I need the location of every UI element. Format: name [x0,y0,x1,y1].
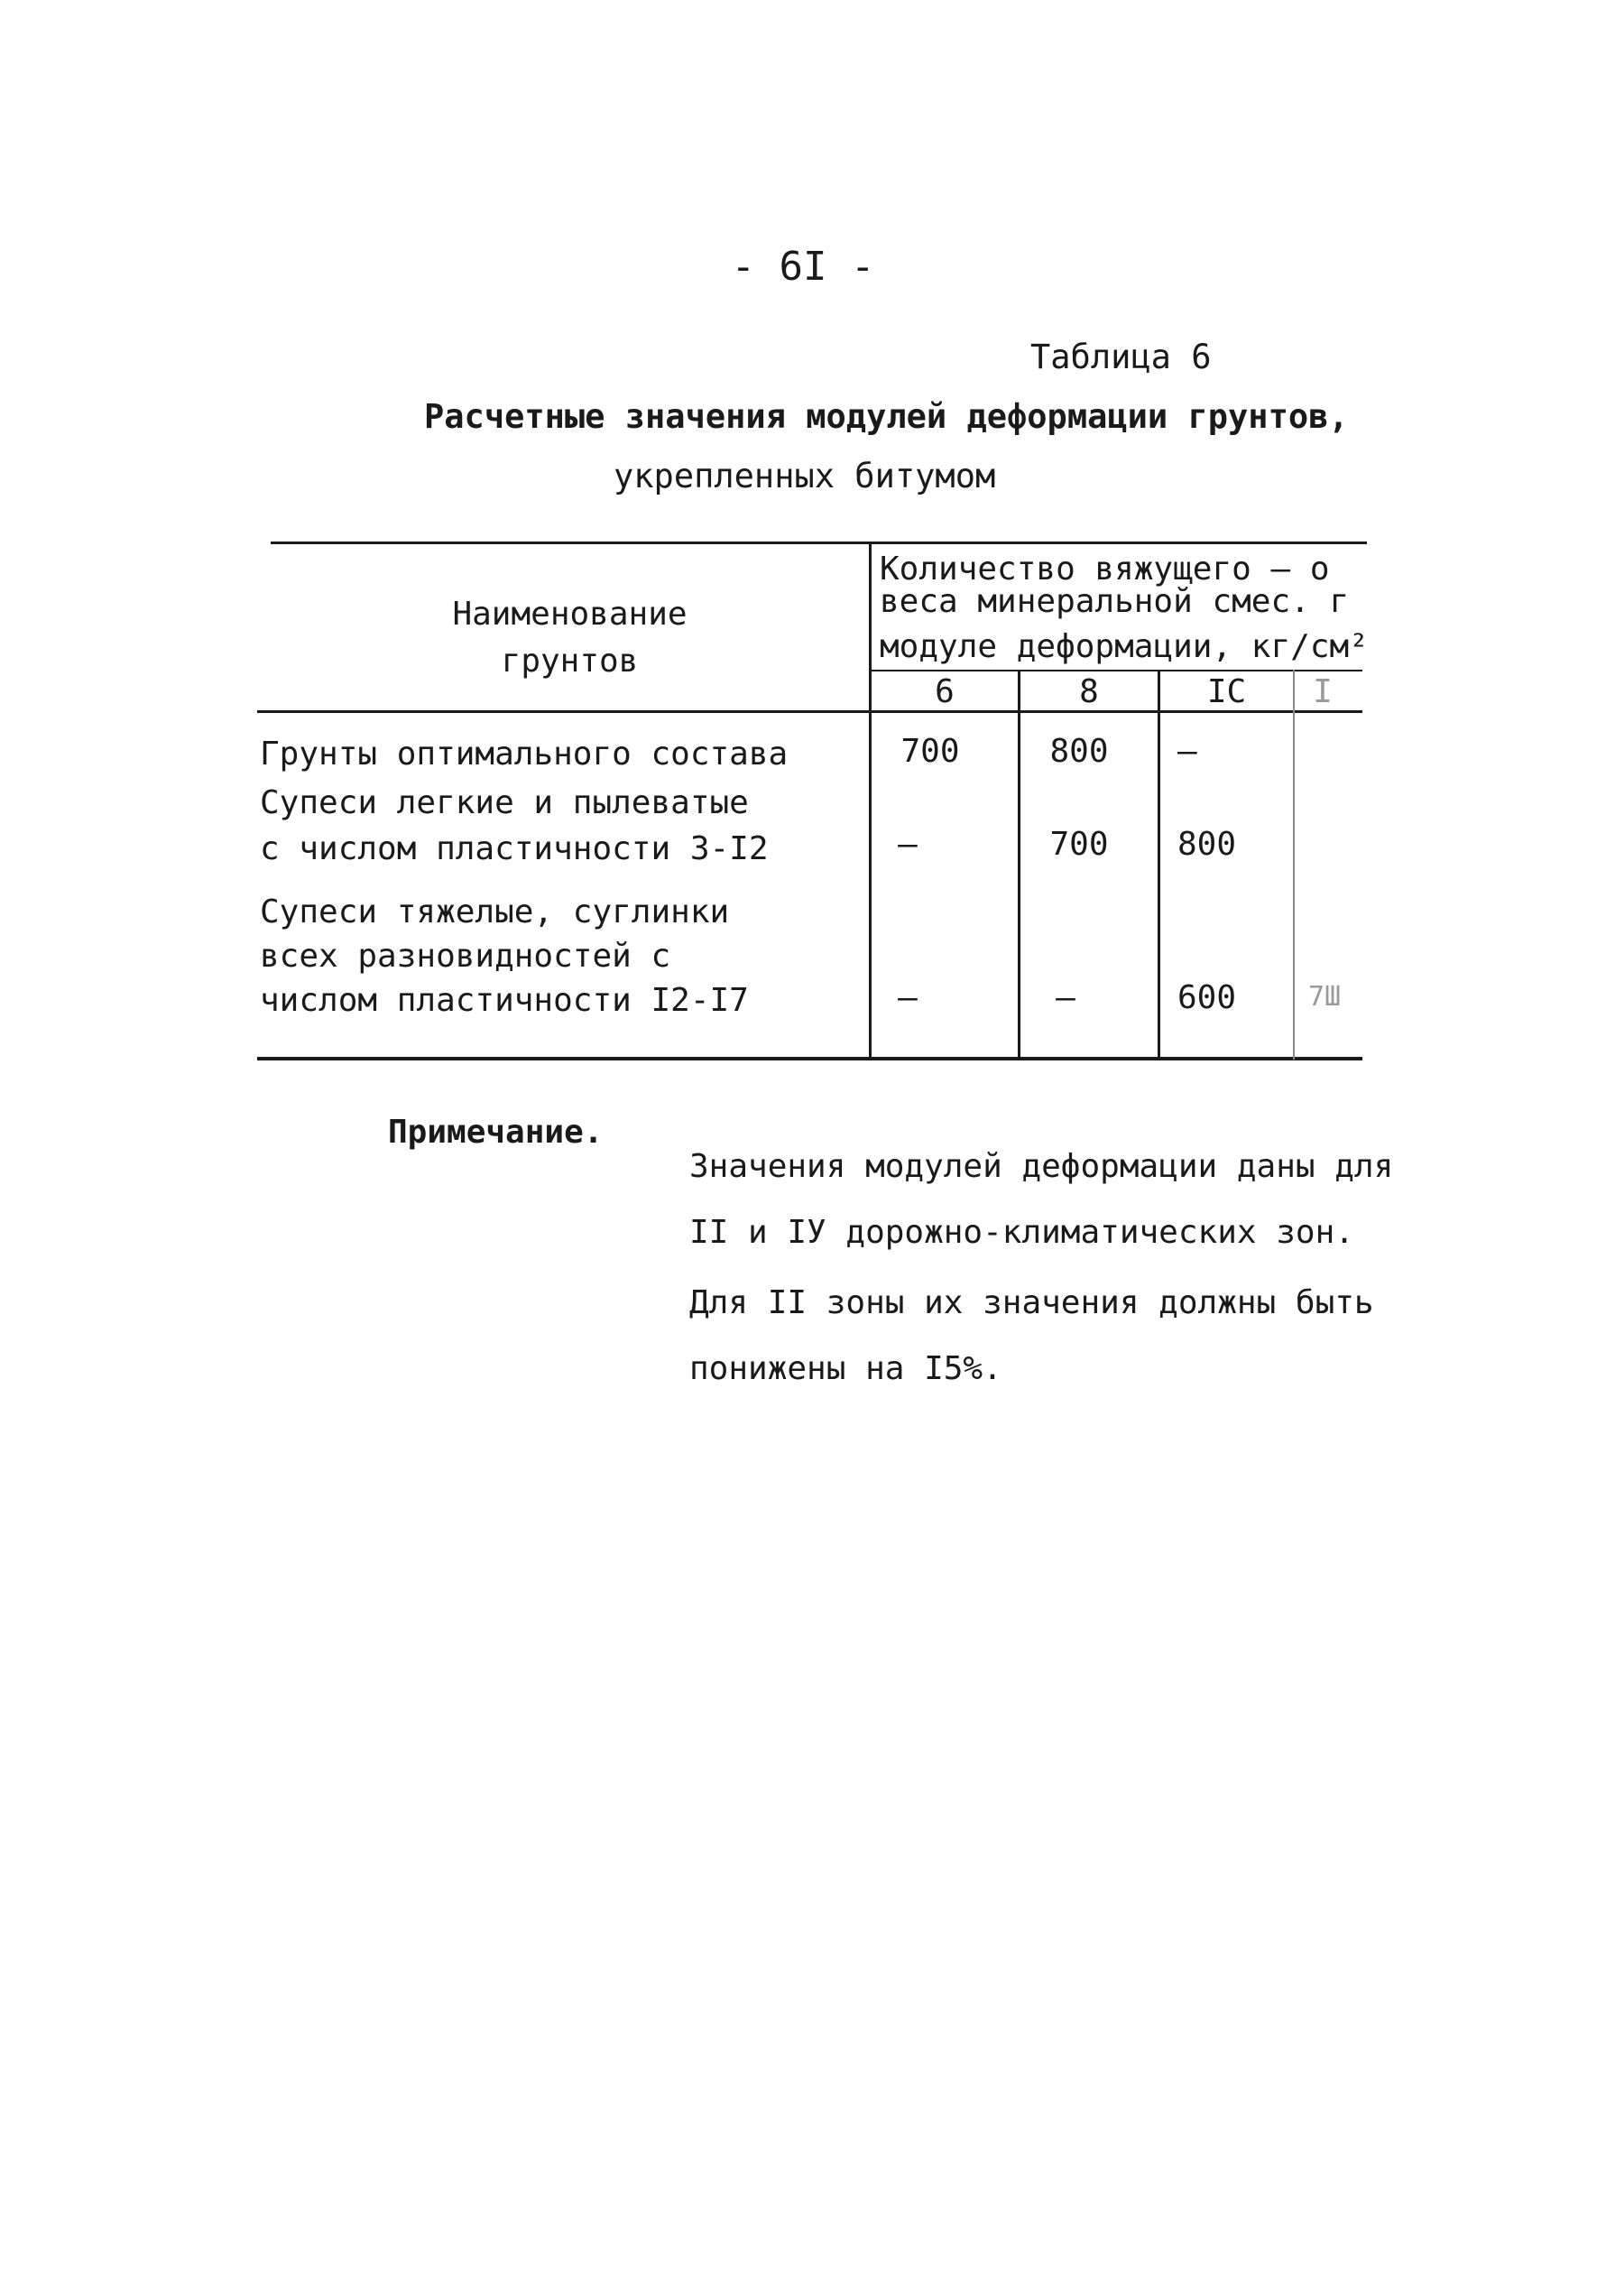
row-1-value-10: – [1177,733,1197,770]
column-header-10: IC [1206,673,1247,710]
page-number: - 6I - [731,244,875,290]
note-label: Примечание. [388,1114,604,1151]
column-divider-8 [1158,670,1160,1060]
row-3-value-12: 7Ш [1308,981,1342,1013]
table-top-rule [271,542,1367,544]
row-3-name-line-1: Супеси тяжелые, суглинки [260,893,730,930]
header-group-line-2: веса минеральной смес. г [880,583,1350,620]
row-3-value-8: – [1056,979,1075,1016]
row-1-value-8: 800 [1049,733,1109,770]
row-2-value-10: 800 [1177,826,1237,863]
row-3-name-line-2: всех разновидностей с [260,938,671,975]
header-group-line-3: модуле деформации, кг/см² [880,628,1369,665]
table-title-line-2: укрепленных битумом [614,457,996,495]
column-header-6: 6 [935,673,955,710]
row-2-name-line-1: Супеси легкие и пылеватые [260,784,749,821]
row-3-value-10: 600 [1177,979,1237,1016]
column-header-8: 8 [1079,673,1099,710]
column-divider-10 [1293,670,1295,1060]
header-group-line-1: Количество вяжущего – о [880,551,1330,588]
table-title-line-1: Расчетные значения модулей деформации грунтов, [424,397,1349,436]
row-2-value-6: – [898,826,918,863]
note-line-3: Для II зоны их значения должны быть [689,1284,1374,1321]
row-3-value-6: – [898,979,918,1016]
header-bottom-rule [257,710,1362,713]
row-1-name: Грунты оптимального состава [260,736,789,773]
header-name-line-2: грунтов [501,643,639,680]
note-line-4: понижены на I5%. [689,1350,1002,1387]
column-header-12: I [1313,673,1333,710]
group-header-rule [871,670,1362,671]
row-3-name-line-3: числом пластичности I2-I7 [260,982,749,1019]
note-line-1: Значения модулей деформации даны для [689,1148,1394,1185]
row-2-name-line-2: с числом пластичности 3-I2 [260,830,769,867]
note-line-2: II и IУ дорожно-климатических зон. [689,1214,1354,1251]
header-name-line-1: Наименование [452,596,688,633]
table-bottom-rule [257,1057,1362,1060]
table-label: Таблица 6 [1030,338,1212,376]
row-1-value-6: 700 [900,733,960,770]
row-2-value-8: 700 [1049,826,1109,863]
